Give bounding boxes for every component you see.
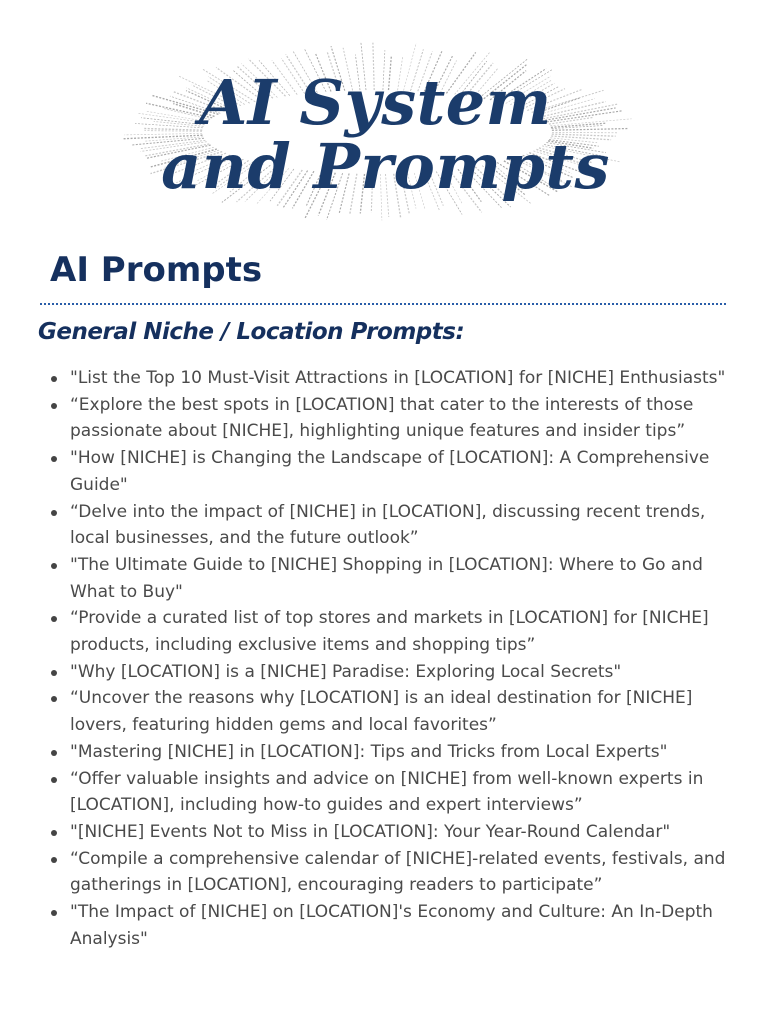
- prompt-text: “Offer valuable insights and advice on [NICHE] from well-known experts in [LOCATION], including how-to guides and expert interviews”: [70, 768, 704, 816]
- prompt-text: “Uncover the reasons why [LOCATION] is an ideal destination for [NICHE] lovers, featuring hidden gems and local favorites”: [70, 688, 693, 736]
- list-item: [40, 739, 740, 766]
- section-title: AI Prompts: [50, 250, 263, 290]
- prompt-text: “Delve into the impact of [NICHE] in [LOCATION], discussing recent trends, local businesses, and the future outlook”: [70, 501, 706, 549]
- bullet-icon: [51, 857, 57, 863]
- prompt-text: "How [NICHE] is Changing the Landscape of [LOCATION]: A Comprehensive Guide": [70, 448, 710, 495]
- list-item: [40, 605, 740, 658]
- list-item: [40, 899, 740, 952]
- logo: [115, 40, 640, 225]
- list-item: [40, 766, 740, 819]
- list-item: [40, 819, 740, 846]
- prompt-list: [40, 365, 740, 952]
- bullet-icon: [51, 910, 57, 916]
- prompt-text: “Compile a comprehensive calendar of [NICHE]-related events, festivals, and gatherings in [LOCATION], encouraging readers to participate”: [70, 848, 726, 896]
- prompt-text: "Why [LOCATION] is a [NICHE] Paradise: Exploring Local Secrets": [70, 661, 622, 682]
- prompt-text: "The Ultimate Guide to [NICHE] Shopping in [LOCATION]: Where to Go and What to Buy": [70, 554, 703, 602]
- bullet-icon: [51, 456, 57, 462]
- bullet-icon: [51, 403, 57, 409]
- logo-title-line-1: AI System: [199, 66, 552, 139]
- prompt-text: "List the Top 10 Must-Visit Attractions in [LOCATION] for [NICHE] Enthusiasts": [70, 368, 726, 388]
- list-item: [40, 445, 740, 498]
- list-item: [40, 846, 740, 899]
- list-item: [40, 499, 740, 552]
- bullet-icon: [51, 376, 57, 382]
- bullet-icon: [51, 670, 57, 676]
- list-item: [40, 685, 740, 738]
- prompt-text: "[NICHE] Events Not to Miss in [LOCATION]: Your Year-Round Calendar": [70, 821, 671, 842]
- list-item: [40, 392, 740, 445]
- bullet-icon: [51, 563, 57, 569]
- prompt-text: "The Impact of [NICHE] on [LOCATION]'s Economy and Culture: An In-Depth Analysis": [70, 902, 713, 949]
- prompt-text: “Explore the best spots in [LOCATION] that cater to the interests of those passionate about [NICHE], highlighting unique features and insider tips”: [70, 394, 694, 442]
- bullet-icon: [51, 696, 57, 702]
- list-item: [40, 365, 740, 392]
- bullet-icon: [51, 616, 57, 622]
- bullet-icon: [51, 777, 57, 783]
- list-item: [40, 552, 740, 605]
- bullet-icon: [51, 510, 57, 516]
- list-item: [40, 659, 740, 686]
- bullet-icon: [51, 750, 57, 756]
- prompt-text: "Mastering [NICHE] in [LOCATION]: Tips and Tricks from Local Experts": [70, 741, 668, 762]
- prompt-text: “Provide a curated list of top stores and markets in [LOCATION] for [NICHE] products, including exclusive items and shopping tips”: [70, 608, 709, 656]
- dotted-divider: [40, 303, 726, 305]
- section-subheading: General Niche / Location Prompts:: [38, 319, 465, 345]
- logo-title-line-2: and Prompts: [161, 130, 610, 203]
- bullet-icon: [51, 830, 57, 836]
